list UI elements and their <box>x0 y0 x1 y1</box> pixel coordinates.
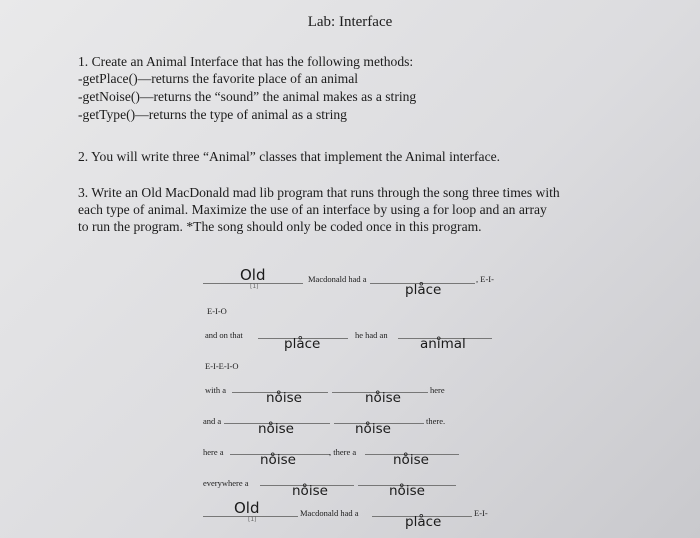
handwritten-noise: no̊ise <box>393 452 429 468</box>
handwritten-noise: no̊ise <box>258 421 294 437</box>
handwritten-noise: no̊ise <box>389 483 425 499</box>
handwritten-noise: no̊ise <box>355 421 391 437</box>
bracket-note: [1] <box>250 283 259 290</box>
handwritten-noise: no̊ise <box>260 452 296 468</box>
page-title: Lab: Interface <box>307 14 393 30</box>
handwritten-noise: no̊ise <box>365 390 401 406</box>
lyric-here-a: here a <box>203 447 224 457</box>
item-3-line-1: 3. Write an Old MacDonald mad lib program that runs through the song three times with <box>78 185 560 200</box>
lyric-he-had-an: he had an <box>355 330 388 340</box>
lyric-eio: E-I-O <box>207 306 227 316</box>
lyric-there: there. <box>426 416 446 426</box>
handwritten-place: plåce <box>405 514 442 530</box>
handwritten-noise: no̊ise <box>292 483 328 499</box>
item-3-line-2: each type of animal. Maximize the use of an interface by using a for loop and an array <box>78 202 547 217</box>
item-3-line-3: to run the program. *The song should only be coded once in this program. <box>78 219 482 234</box>
method-get-noise: -getNoise()—returns the “sound” the animal makes as a string <box>78 89 417 104</box>
lyric-and-a: and a <box>203 416 222 426</box>
handwritten-old: Old <box>240 266 266 284</box>
lyric-ei: , E-I- <box>476 274 494 284</box>
method-get-type: -getType()—returns the type of animal as a string <box>78 107 347 122</box>
item-1-intro: 1. Create an Animal Interface that has the following methods: <box>78 54 414 69</box>
lyric-ei-end: E-I- <box>474 508 488 518</box>
handwritten-place: plåce <box>405 282 442 298</box>
handwritten-old: Old <box>234 499 260 517</box>
lyric-everywhere-a: everywhere a <box>203 478 249 488</box>
lyric-there-a: , there a <box>329 447 357 457</box>
bracket-note: [1] <box>248 516 257 523</box>
item-2: 2. You will write three “Animal” classes that implement the Animal interface. <box>78 149 501 164</box>
handwritten-noise: no̊ise <box>266 390 302 406</box>
lyric-here: here <box>430 385 445 395</box>
lyric-eieio: E-I-E-I-O <box>205 361 239 371</box>
lyric-macdonald-had-a: Macdonald had a <box>308 274 367 284</box>
lyric-macdonald-had-a: Macdonald had a <box>300 508 359 518</box>
handwritten-place: plåce <box>284 336 321 352</box>
handwritten-animal: ani̊mal <box>420 336 466 352</box>
lyric-and-on-that: and on that <box>205 330 243 340</box>
method-get-place: -getPlace()—returns the favorite place of an animal <box>78 71 359 86</box>
lyric-with-a: with a <box>205 385 227 395</box>
